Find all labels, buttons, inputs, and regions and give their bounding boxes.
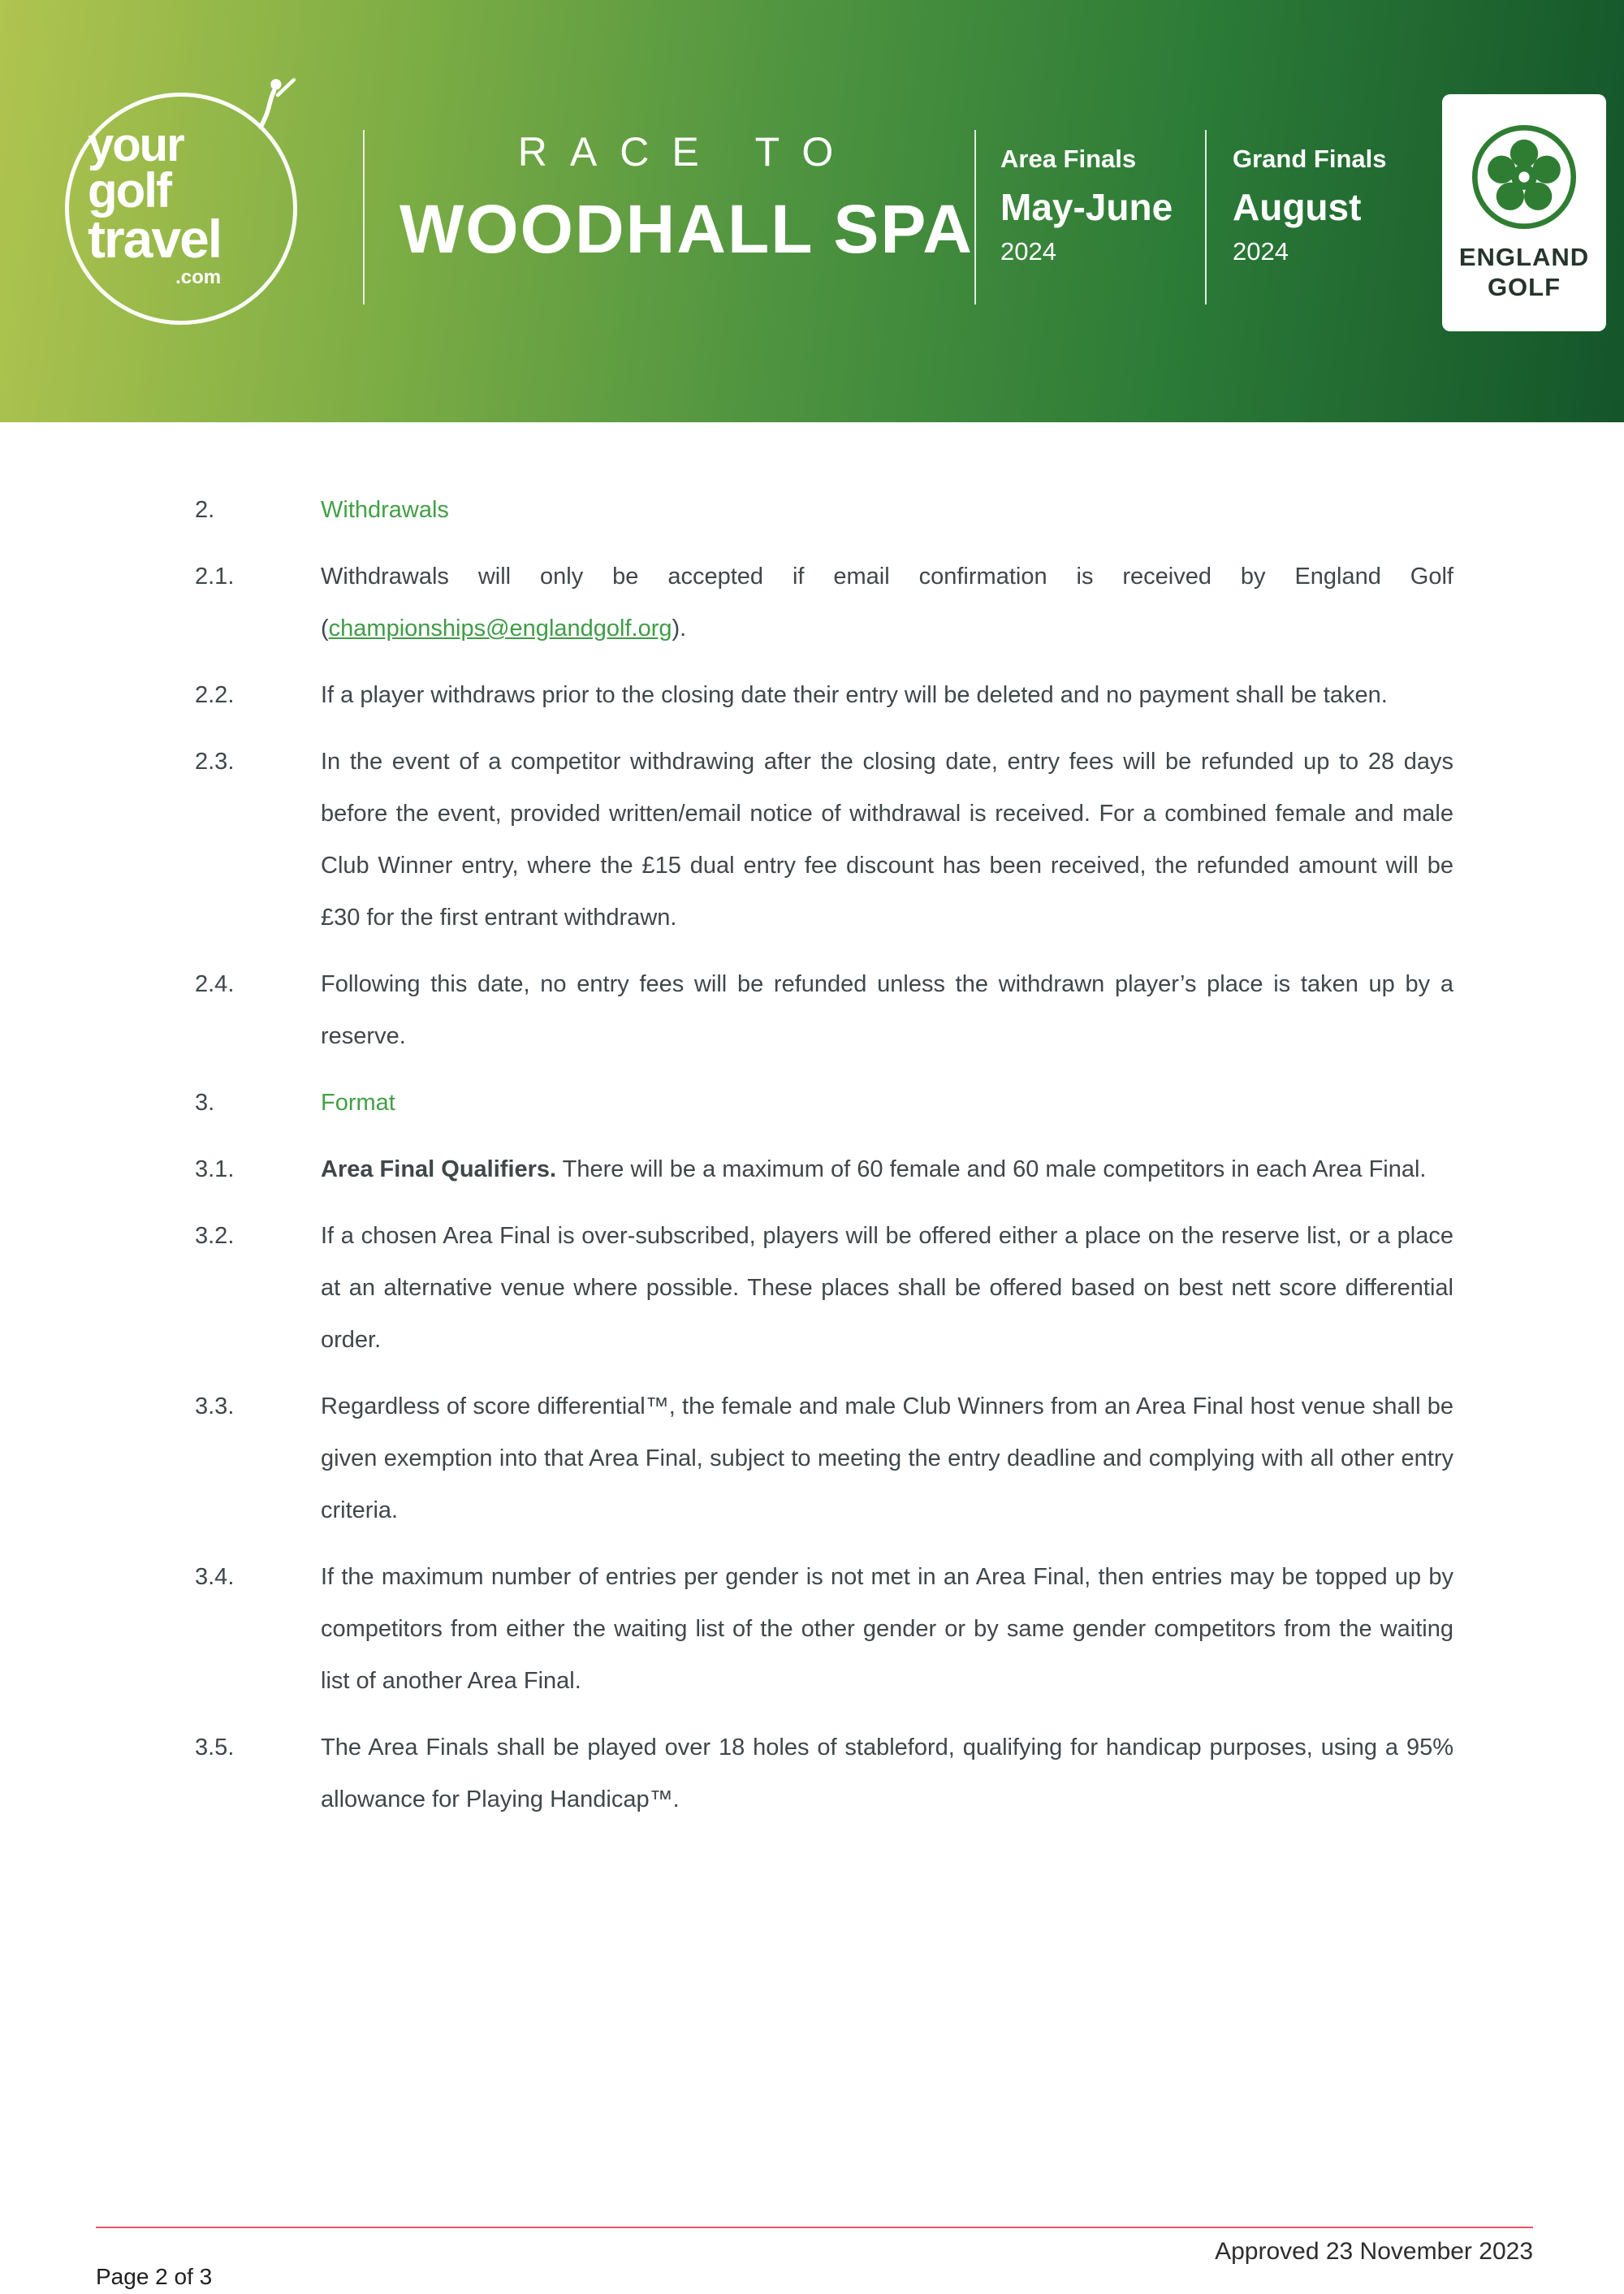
event-title-block [400,128,974,269]
clause-text [321,551,1453,655]
ygt-dot-com: .com [175,266,222,288]
england-golf-line1: ENGLAND [1458,242,1590,271]
clause-text: If a chosen Area Final is over-subscribed, players will be offered either a place on the reserve list, or a place at an alternative venue where possible. These places shall be offered based on best nett score differential order. [321,1223,1453,1353]
email-link[interactable]: championships@englandgolf.org [328,616,672,642]
england-golf-logo [1442,94,1606,331]
clause-3-2 [195,1210,1453,1366]
clause-text-pre: Withdrawals will only be accepted if email confirmation is received by England Golf ( [321,564,1453,642]
grand-finals-label: Grand Finals [1233,145,1387,173]
section-number: 3. [195,1090,215,1116]
page-header-banner [0,0,1624,422]
section-number: 2. [195,497,215,523]
england-golf-name [1459,242,1589,302]
section-heading-format [195,1077,1453,1129]
clause-text: The Area Finals shall be played over 18 holes of stableford, qualifying for handicap purposes, using a 95% allowance for Playing Handicap™. [321,1735,1453,1812]
clause-text [321,1143,1453,1195]
ygt-word-your: your [88,119,184,171]
clause-3-1 [195,1143,1453,1195]
ygt-wordmark [88,119,222,288]
grand-finals-year: 2024 [1233,237,1289,266]
clause-text-post: ). [672,616,687,642]
section-heading-withdrawals [195,484,1453,536]
clause-text: If a player withdraws prior to the closing date their entry will be deleted and no payment shall be taken. [321,682,1388,708]
ygt-word-golf: golf [88,162,171,218]
header-divider [363,130,365,305]
grand-finals-block [1233,145,1386,266]
clause-number: 2.4. [195,971,235,997]
header-divider [1205,130,1207,305]
footer-rule [96,2227,1533,2228]
clause-bold-lead: Area Final Qualifiers. [321,1156,557,1182]
clause-text-rest: There will be a maximum of 60 female and 60 male competitors in each Area Final. [556,1156,1427,1182]
document-content [195,484,1453,1840]
grand-finals-dates: August [1233,186,1362,228]
golfer-icon [242,76,296,130]
clause-number: 2.1. [195,564,235,590]
area-finals-year: 2024 [1000,237,1056,266]
england-golf-rose-icon [1471,123,1578,231]
clause-text: Regardless of score differential™, the female and male Club Winners from an Area Final host venue shall be given exemption into that Area Final, subject to meeting the entry deadline and complying with all other entry criteria. [321,1393,1453,1523]
clause-3-4 [195,1551,1453,1707]
woodhall-spa-title: WOODHALL SPA [400,191,974,267]
clause-number: 2.2. [195,682,235,708]
section-title: Withdrawals [321,497,449,523]
approved-date: Approved 23 November 2023 [1215,2238,1533,2265]
your-golf-travel-logo [31,88,331,339]
clause-number: 3.3. [195,1393,235,1419]
clause-2-2 [195,669,1453,721]
header-divider [974,130,976,305]
clause-3-3 [195,1380,1453,1536]
clause-text: In the event of a competitor withdrawing after the closing date, entry fees will be refunded up to 28 days before the event, provided written/email notice of withdrawal is received. For a combined female and male Club Winner entry, where the £15 dual entry fee discount has been received, the refunded amount will be £30 for the first entrant withdrawn. [321,749,1453,931]
area-finals-block [1000,145,1173,266]
clause-number: 3.2. [195,1223,235,1249]
area-finals-label: Area Finals [1000,145,1137,173]
ygt-word-travel: travel [88,208,222,269]
clause-text: If the maximum number of entries per gender is not met in an Area Final, then entries may be topped up by competitors from either the waiting list of the other gender or by same gender competitors from the waiting list of another Area Final. [321,1564,1453,1694]
england-golf-line2: GOLF [1487,273,1561,301]
race-to-label: RACE TO [517,129,857,175]
area-finals-dates: May-June [1000,186,1173,228]
clause-number: 3.5. [195,1735,235,1760]
clause-number: 3.4. [195,1564,235,1590]
clause-2-4 [195,958,1453,1062]
clause-2-3 [195,736,1453,944]
clause-3-5 [195,1722,1453,1825]
clause-text: Following this date, no entry fees will be refunded unless the withdrawn player’s place is taken up by a reserve. [321,971,1453,1049]
clause-number: 2.3. [195,749,235,775]
clause-2-1 [195,551,1453,655]
clause-number: 3.1. [195,1156,235,1182]
section-title: Format [321,1090,395,1116]
page-number: Page 2 of 3 [96,2264,213,2289]
